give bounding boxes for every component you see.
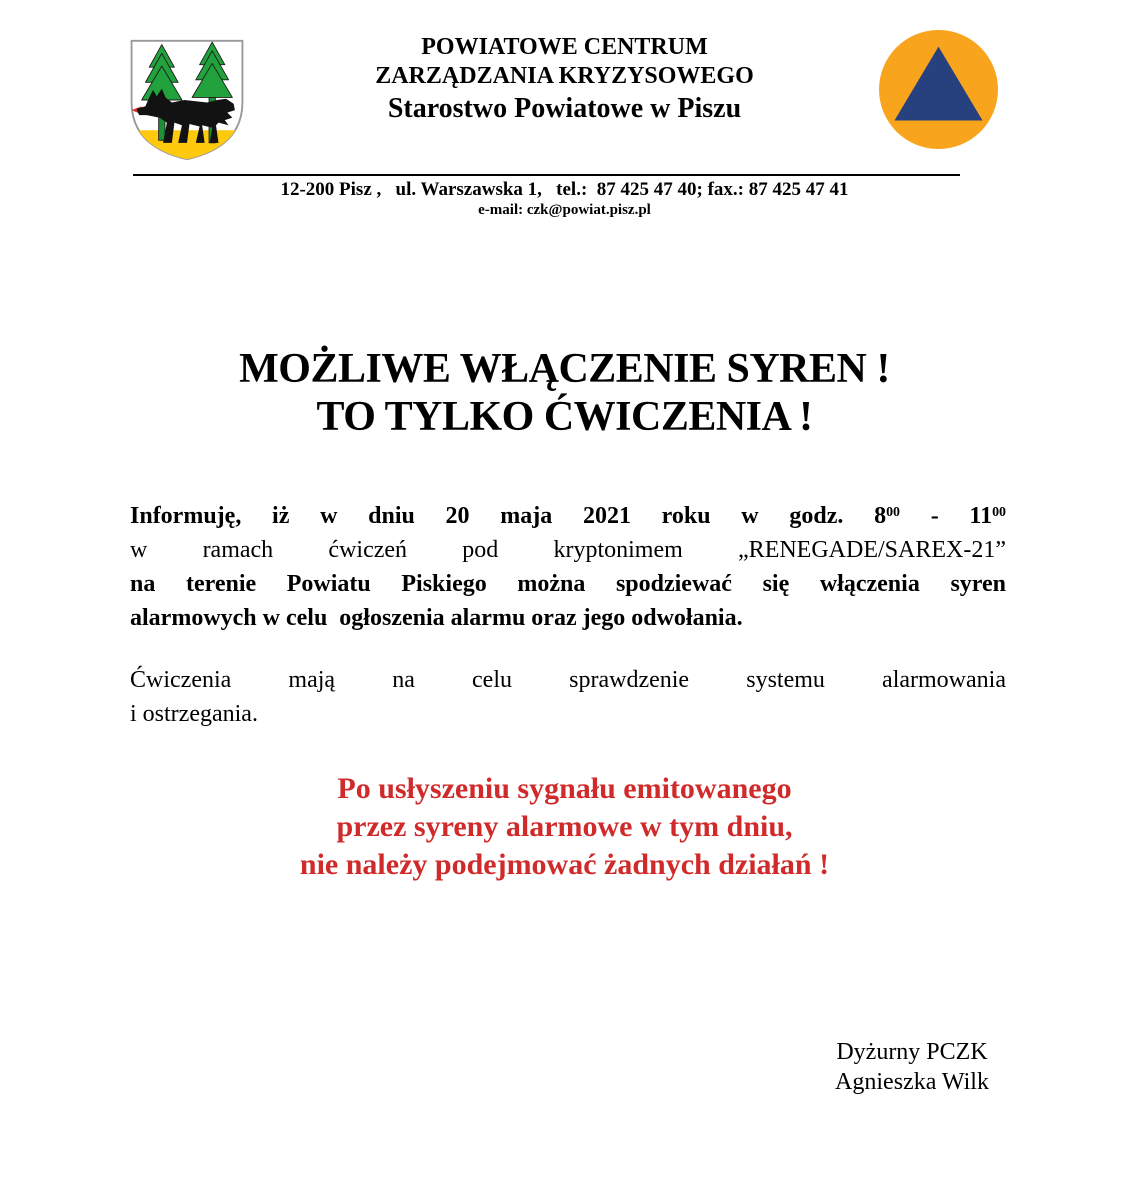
warning-line3: nie należy podejmować żadnych działań ! bbox=[299, 848, 830, 881]
warning-text bbox=[0, 770, 1129, 884]
signature-role: Dyżurny PCZK bbox=[836, 1039, 988, 1065]
time-superscript-1: 00 bbox=[886, 505, 900, 520]
notice-paragraph-1 bbox=[130, 496, 1006, 635]
org-name-line3: Starostwo Powiatowe w Piszu bbox=[387, 93, 742, 124]
document-title-line1: MOŻLIWE WŁĄCZENIE SYREN ! bbox=[239, 346, 890, 392]
signature-block bbox=[762, 1037, 1062, 1097]
org-name-line1: POWIATOWE CENTRUM bbox=[421, 34, 708, 60]
address-line: 12-200 Pisz , ul. Warszawska 1, tel.: 87 425 47 40; fax.: 87 425 47 41 bbox=[280, 179, 849, 200]
warning-line2: przez syreny alarmowe w tym dniu, bbox=[336, 810, 793, 843]
notice-paragraph-2 bbox=[130, 663, 1006, 731]
paragraph2-line2: i ostrzegania. bbox=[130, 701, 258, 727]
org-name-line2: ZARZĄDZANIA KRYZYSOWEGO bbox=[375, 63, 754, 89]
signature-name: Agnieszka Wilk bbox=[835, 1069, 989, 1095]
paragraph1-line3: na terenie Powiatu Piskiego można spodziewać się włączenia syren bbox=[130, 571, 1006, 598]
paragraph1-line4: alarmowych w celu ogłoszenia alarmu oraz jego odwołania. bbox=[130, 605, 743, 632]
paragraph1-line2: w ramach ćwiczeń pod kryptonimem „RENEGADE/SAREX-21” bbox=[130, 537, 1006, 564]
civil-defence-emblem-icon bbox=[879, 30, 998, 149]
paragraph2-line1: Ćwiczenia mają na celu sprawdzenie systemu alarmowania bbox=[130, 667, 1006, 693]
time-superscript-2: 00 bbox=[992, 505, 1006, 520]
email-line: e-mail: czk@powiat.pisz.pl bbox=[478, 202, 651, 218]
paragraph1-line1-mid: - 11 bbox=[899, 503, 993, 530]
paragraph1-line1 bbox=[130, 496, 1006, 533]
header-divider bbox=[133, 174, 960, 176]
document-title-line2: TO TYLKO ĆWICZENIA ! bbox=[316, 394, 813, 440]
paragraph1-line1-text: Informuję, iż w dniu 20 maja 2021 roku w godz. 8 bbox=[130, 503, 887, 530]
warning-line1: Po usłyszeniu sygnału emitowanego bbox=[337, 772, 792, 805]
document-title bbox=[0, 345, 1129, 441]
